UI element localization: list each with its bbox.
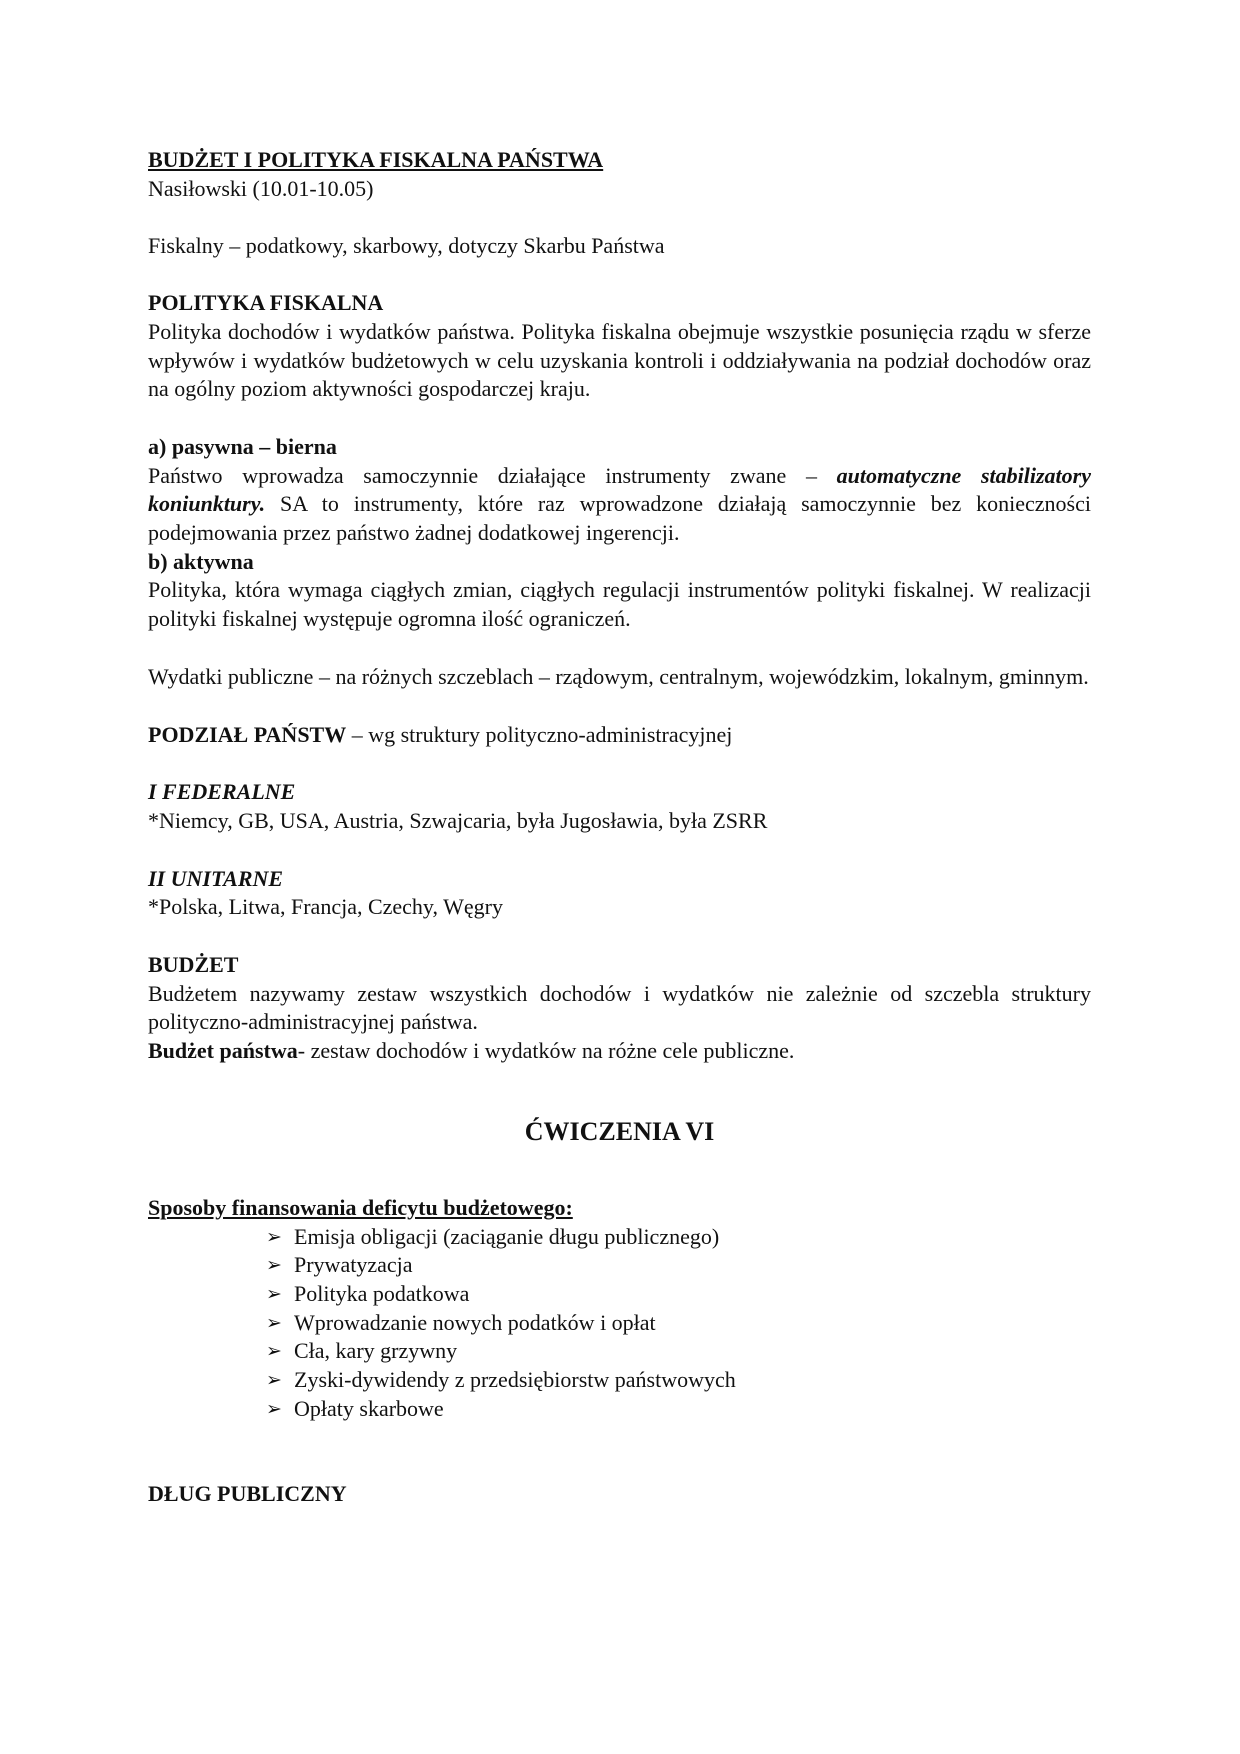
- list-item: ➢ Wprowadzanie nowych podatków i opłat: [266, 1309, 1091, 1338]
- paragraph-wydatki: Wydatki publiczne – na różnych szczeblach – rządowym, centralnym, wojewódzkim, lokalnym, gminnym.: [148, 663, 1089, 689]
- list-item: ➢ Prywatyzacja: [266, 1251, 1091, 1280]
- list-item: ➢ Cła, kary grzywny: [266, 1337, 1091, 1366]
- paragraph-aktywna: Polityka, która wymaga ciągłych zmian, ciągłych regulacji instrumentów polityki fiskalnej. W realizacji polityki fiskalnej występuje ogromna ilość ograniczeń.: [148, 577, 1091, 632]
- arrow-bullet-icon: ➢: [266, 1369, 282, 1392]
- document-content: [148, 146, 1091, 1509]
- document-subtitle: Nasiłowski (10.01-10.05): [148, 175, 374, 201]
- list-item: ➢ Zyski-dywidendy z przedsiębiorstw państwowych: [266, 1366, 1091, 1395]
- paragraph-polityka-fiskalna: Polityka dochodów i wydatków państwa. Polityka fiskalna obejmuje wszystkie posunięcia rządu w sferze wpływów i wydatków budżetowych w celu uzyskania kontroli i oddziaływania na podział dochodów oraz na ogólny poziom aktywności gospodarczej kraju.: [148, 318, 1091, 402]
- budzet-panstwa-definition: - zestaw dochodów i wydatków na różne cele publiczne.: [297, 1038, 795, 1064]
- list-item: ➢ Opłaty skarbowe: [266, 1395, 1091, 1424]
- heading-budzet: BUDŻET: [148, 952, 239, 978]
- heading-sposoby: Sposoby finansowania deficytu budżetowego:: [148, 1194, 573, 1220]
- document-title: BUDŻET I POLITYKA FISKALNA PAŃSTWA: [148, 147, 604, 172]
- arrow-bullet-icon: ➢: [266, 1311, 282, 1334]
- paragraph-podzial: [148, 721, 1091, 750]
- pasywna-text-before: Państwo wprowadza samoczynnie działające instrumenty zwane –: [148, 462, 837, 488]
- definition-fiskalny: Fiskalny – podatkowy, skarbowy, dotyczy Skarbu Państwa: [148, 233, 665, 259]
- heading-pasywna: a) pasywna – bierna: [148, 433, 337, 459]
- pasywna-text-after: SA to instrumenty, które raz wprowadzone działają samoczynnie bez konieczności podejmowania przez państwo żadnej dodatkowej ingerencji.: [148, 491, 1091, 546]
- heading-dlug-publiczny: DŁUG PUBLICZNY: [148, 1481, 347, 1507]
- arrow-bullet-icon: ➢: [266, 1340, 282, 1363]
- list-unitarne: *Polska, Litwa, Francja, Czechy, Węgry: [148, 894, 503, 920]
- podzial-text: – wg struktury polityczno-administracyjnej: [346, 721, 733, 747]
- heading-podzial: PODZIAŁ PAŃSTW: [148, 721, 347, 747]
- heading-aktywna: b) aktywna: [148, 548, 254, 574]
- list-sposoby: [148, 1223, 1091, 1424]
- list-item: ➢ Emisja obligacji (zaciąganie długu publicznego): [266, 1223, 1091, 1252]
- paragraph-pasywna: [148, 462, 1091, 548]
- heading-polityka-fiskalna: POLITYKA FISKALNA: [148, 290, 384, 316]
- heading-unitarne: II UNITARNE: [148, 865, 284, 891]
- arrow-bullet-icon: ➢: [266, 1282, 282, 1305]
- list-item: ➢ Polityka podatkowa: [266, 1280, 1091, 1309]
- paragraph-budzet-panstwa: [148, 1037, 1091, 1066]
- budzet-panstwa-term: Budżet państwa: [148, 1038, 298, 1064]
- paragraph-budzet: Budżetem nazywamy zestaw wszystkich dochodów i wydatków nie zależnie od szczebla struktury polityczno-administracyjnej państwa.: [148, 980, 1091, 1035]
- arrow-bullet-icon: ➢: [266, 1254, 282, 1277]
- heading-cwiczenia: ĆWICZENIA VI: [524, 1116, 715, 1146]
- arrow-bullet-icon: ➢: [266, 1225, 282, 1248]
- list-federalne: *Niemcy, GB, USA, Austria, Szwajcaria, była Jugosławia, była ZSRR: [148, 807, 768, 833]
- arrow-bullet-icon: ➢: [266, 1397, 282, 1420]
- heading-federalne: I FEDERALNE: [148, 779, 296, 805]
- pasywna-emphasis: automatyczne stabilizatory koniunktury.: [148, 462, 1091, 517]
